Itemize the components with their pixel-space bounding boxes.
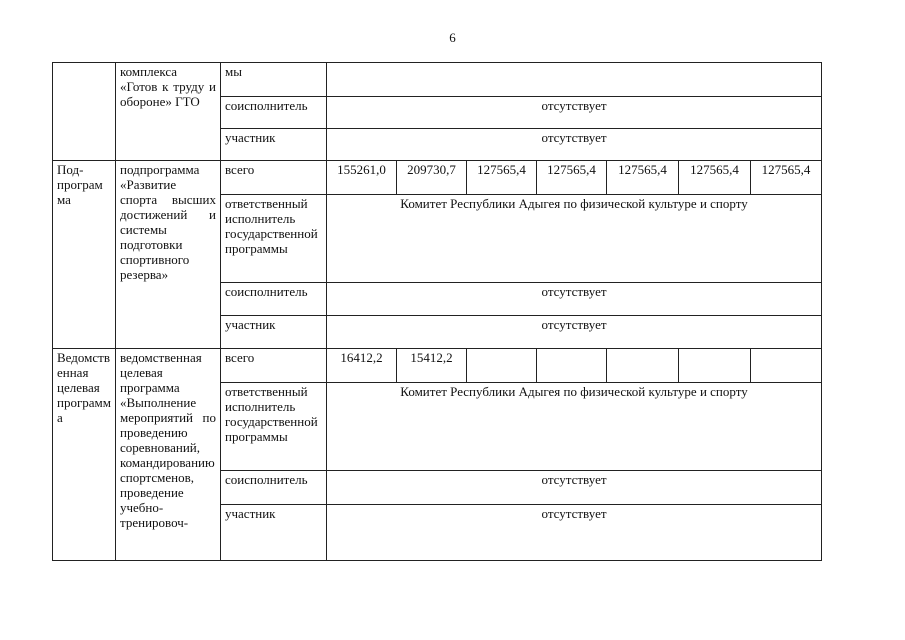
responsible-value: Комитет Республики Адыгея по физической культуре и спорту	[327, 195, 822, 283]
participant-value: отсутствует	[327, 316, 822, 349]
value-cell: 127565,4	[751, 161, 822, 195]
table-row	[53, 63, 822, 97]
coexecutor-label: соисполнитель	[221, 283, 327, 316]
value-cell	[537, 349, 607, 383]
value-cell: 15412,2	[397, 349, 467, 383]
table-row	[53, 349, 822, 383]
participant-label: участник	[221, 316, 327, 349]
page-number: 6	[449, 30, 456, 45]
participant-value: отсутствует	[327, 505, 822, 561]
responsible-label: ответственный исполнитель государственной программы	[221, 383, 327, 471]
total-label: всего	[221, 161, 327, 195]
coexecutor-value: отсутствует	[327, 97, 822, 129]
participant-label: участник	[221, 505, 327, 561]
value-cell: 127565,4	[467, 161, 537, 195]
coexecutor-value: отсутствует	[327, 471, 822, 505]
participant-label: участник	[221, 129, 327, 161]
program-type-cell: Под-програм ма	[53, 161, 116, 349]
value-cell: 127565,4	[537, 161, 607, 195]
empty-cell	[53, 63, 116, 161]
value-cell	[607, 349, 679, 383]
empty-cell	[327, 63, 822, 97]
responsible-label: ответственный исполнитель государственной программы	[221, 195, 327, 283]
coexecutor-label: соисполнитель	[221, 471, 327, 505]
program-type-cell: Ведомственная целевая программа	[53, 349, 116, 561]
total-label: всего	[221, 349, 327, 383]
coexecutor-value: отсутствует	[327, 283, 822, 316]
coexecutor-label: соисполнитель	[221, 97, 327, 129]
program-name-cell: подпрограмма «Развитие спорта высших достижений и системы подготовки спортивного резерва»	[116, 161, 221, 349]
program-name-cell: ведомственная целевая программа «Выполнение мероприятий по проведению соревнований, командированию спортсменов, проведение учебно-тренировоч-	[116, 349, 221, 561]
responsible-value: Комитет Республики Адыгея по физической культуре и спорту	[327, 383, 822, 471]
role-label: мы	[221, 63, 327, 97]
program-table	[52, 62, 822, 561]
program-name-cell: комплекса «Готов к труду и обороне» ГТО	[116, 63, 221, 161]
participant-value: отсутствует	[327, 129, 822, 161]
value-cell	[751, 349, 822, 383]
value-cell	[467, 349, 537, 383]
value-cell: 127565,4	[679, 161, 751, 195]
value-cell: 127565,4	[607, 161, 679, 195]
value-cell: 16412,2	[327, 349, 397, 383]
value-cell: 155261,0	[327, 161, 397, 195]
value-cell: 209730,7	[397, 161, 467, 195]
value-cell	[679, 349, 751, 383]
table-row	[53, 161, 822, 195]
